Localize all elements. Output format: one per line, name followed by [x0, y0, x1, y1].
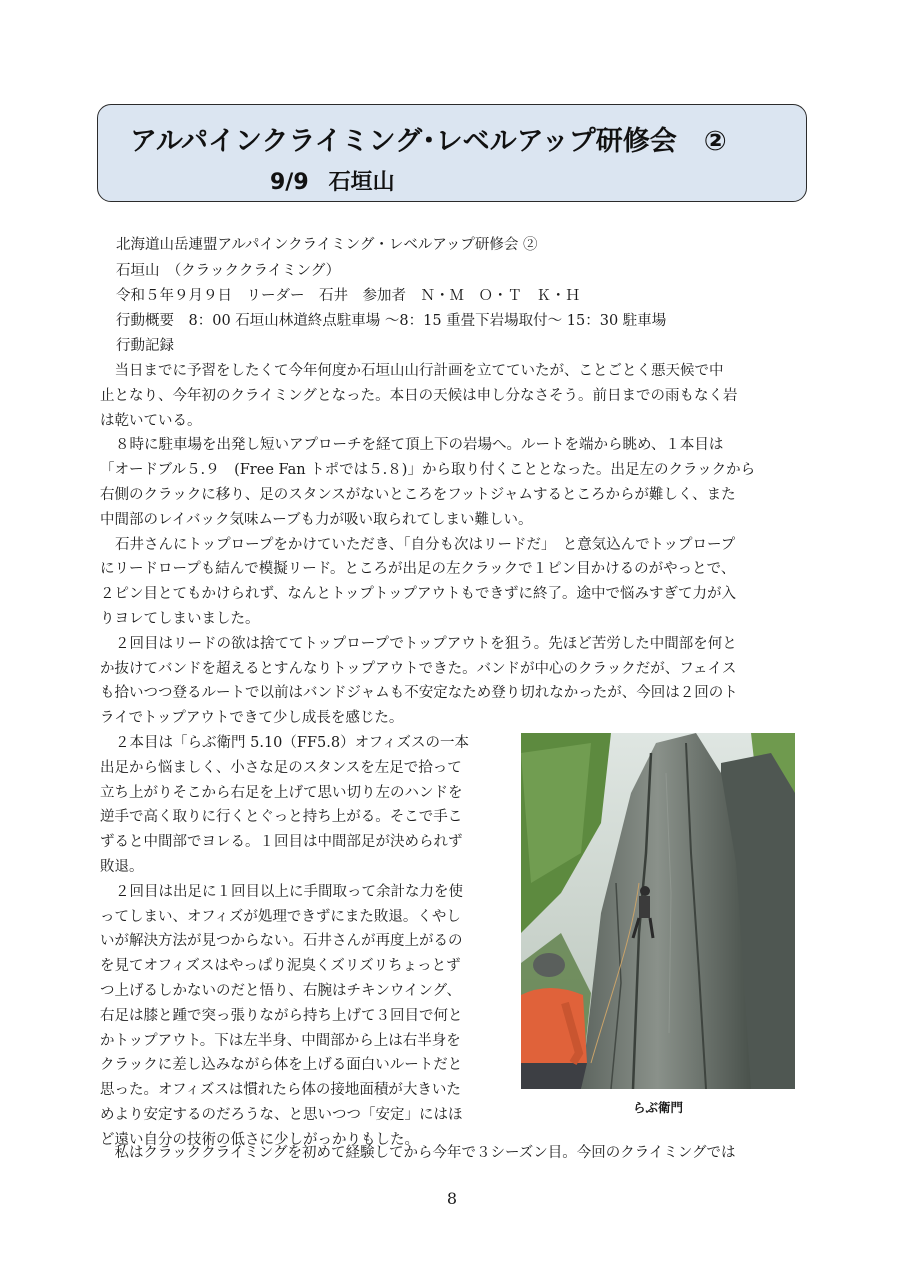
- body-line: 当日までに予習をしたくて今年何度か石垣山山行計画を立てていたが、ことごとく悪天候で中: [100, 363, 724, 379]
- body-line: 石井さんにトップロープをかけていただき、「自分も次はリードだ」 と意気込んでトップロープ: [115, 536, 736, 553]
- body-line: ２本目は「らぶ衛門 5.10（FF5.8）オフィズスの一本: [115, 735, 469, 751]
- document-subtitle: [270, 165, 395, 196]
- body-line: ってしまい、オフィズが処理できずにまた敗退。くやし: [100, 908, 461, 925]
- header-date-members: 令和５年９月９日 リーダー 石井 参加者 Ｎ・Ｍ Ｏ・Ｔ Ｋ・Ｈ: [116, 288, 580, 304]
- page-number: 8: [446, 1189, 458, 1208]
- body-line: いが解決方法が見つからない。石井さんが再度上がるの: [100, 933, 463, 950]
- body-line: 右側のクラックに移り、足のスタンスがないところをフットジャムするところからが難しく、また: [100, 487, 736, 503]
- body-line: つ上げるしかないのだと悟り、右腕はチキンウイング、: [100, 983, 462, 999]
- document-title: アルパインクライミング･レベルアップ研修会 ②: [130, 126, 727, 157]
- body-line: も拾いつつ登るルートで以前はバンドジャムも不安定なため登り切れなかったが、今回は２回のト: [100, 685, 738, 702]
- body-line: りヨレてしまいました。: [100, 611, 260, 627]
- header-schedule: 行動概要 8：00 石垣山林道終点駐車場 〜8：15 重畳下岩場取付〜 15：30 駐車場: [116, 313, 667, 329]
- body-last-line: 私はクラッククライミングを初めて経験してから今年で３シーズン目。今回のクライミングでは: [100, 1145, 736, 1161]
- body-line: 逆手で高く取りに行くとぐっと持ち上がる。そこで手こ: [100, 809, 463, 826]
- header-event-name: 北海道山岳連盟アルパインクライミング・レベルアップ研修会 ②: [116, 237, 538, 253]
- body-line: ずると中間部でヨレる。１回目は中間部足が決められず: [100, 834, 463, 851]
- body-line: は乾いている。: [100, 412, 202, 429]
- body-line: 出足から悩ましく、小さな足のスタンスを左足で拾って: [100, 759, 462, 776]
- body-line: ２回目はリードの欲は捨ててトップロープでトップアウトを狙う。先ほど苦労した中間部を何と: [115, 635, 737, 652]
- body-line: めより安定するのだろうな、と思いつつ「安定」にはほ: [100, 1107, 463, 1123]
- body-line: ど遠い自分の技術の低さに少しがっかりもした。: [100, 1131, 419, 1148]
- body-line: 立ち上がりそこから右足を上げて思い切り左のハンドを: [100, 784, 463, 801]
- body-line: ２ピン目とてもかけられず、なんとトップトップアウトもできずに終了。途中で悩みすぎて力が入: [100, 586, 736, 603]
- body-line: ２回目は出足に１回目以上に手間取って余計な力を使: [115, 883, 463, 900]
- event-place: 石垣山: [328, 170, 395, 195]
- header-location: 石垣山 （クラッククライミング）: [116, 263, 341, 279]
- body-line: にリードロープも結んで模擬リード。ところが出足の左クラックで１ピン目かけるのがやっとで、: [100, 561, 736, 578]
- body-line: 敗退。: [100, 859, 144, 875]
- body-line: 「オードブル５.９ (Free Fan トポでは５.８)」から取り付くこととなった。出足左のクラックから: [100, 462, 756, 479]
- photo-caption: らぶ衛門: [632, 1100, 683, 1115]
- body-line: ８時に駐車場を出発し短いアプローチを経て頂上下の岩場へ。ルートを端から眺め、１本目は: [115, 437, 724, 454]
- title-banner: [97, 104, 807, 202]
- rock-climbing-photo: [521, 733, 795, 1089]
- body-line: 中間部のレイバック気味ムーブも力が吸い取られてしまい難しい。: [100, 511, 533, 528]
- body-line: か抜けてバンドを超えるとすんなりトップアウトできた。バンドが中心のクラックだが、フェイス: [100, 660, 737, 677]
- body-line: を見てオフィズスはやっぱり泥臭くズリズリちょっとず: [100, 958, 461, 975]
- body-line: クラックに差し込みながら体を上げる面白いルートだと: [100, 1057, 463, 1074]
- body-line: かトップアウト。下は左半身、中間部から上は右半身を: [100, 1032, 461, 1049]
- body-line: 右足は膝と踵で突っ張りながら持ち上げて３回目で何と: [100, 1007, 463, 1024]
- body-line: ライでトップアウトできて少し成長を感じた。: [100, 710, 404, 727]
- event-date: 9/9: [270, 170, 309, 195]
- body-line: 思った。オフィズスは慣れたら体の接地面積が大きいた: [100, 1082, 461, 1099]
- body-line: 止となり、今年初のクライミングとなった。本日の天候は申し分なさそう。前日までの雨もなく岩: [100, 387, 738, 404]
- header-record-label: 行動記録: [116, 338, 174, 354]
